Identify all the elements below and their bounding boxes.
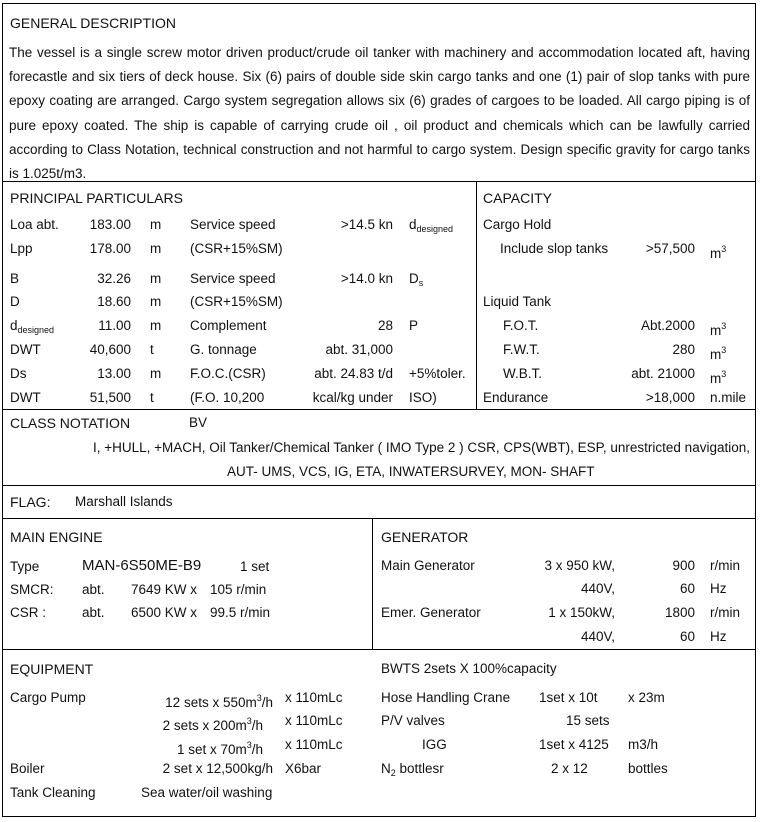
tank-cleaning-value: Sea water/oil washing — [141, 785, 273, 800]
endurance-unit: n.mile — [710, 390, 747, 405]
emer-gen-label: Emer. Generator — [381, 605, 481, 620]
main-gen-rpm: 900 — [672, 558, 695, 573]
tank-unit: $m^3$ — [710, 345, 727, 362]
pp-unit: m — [150, 241, 162, 256]
divider — [3, 485, 755, 486]
pp-item-value: abt. 31,000 — [325, 342, 393, 357]
tank-label: F.W.T. — [503, 342, 540, 357]
cargo-pump-1-head: x 110mLc — [285, 690, 343, 705]
pp-unit: m — [150, 294, 162, 309]
emer-gen-hz-unit: Hz — [710, 629, 727, 644]
main-gen-spec: 3 x 950 kW, — [544, 558, 615, 573]
divider — [3, 518, 755, 519]
pp-item-value: 28 — [377, 318, 393, 333]
capacity-heading: CAPACITY — [483, 190, 552, 206]
cargo-pump-label: Cargo Pump — [10, 690, 86, 705]
liquid-tank-label: Liquid Tank — [483, 294, 552, 309]
slop-label: Include slop tanks — [500, 241, 609, 256]
engine-type-value: MAN-6S50ME-B9 — [82, 557, 202, 574]
emer-gen-rpm: 1800 — [664, 605, 695, 620]
pp-value: 18.60 — [97, 294, 131, 309]
pp-value: 51,500 — [89, 390, 131, 405]
main-gen-hz: 60 — [679, 581, 695, 596]
emer-gen-rpm-unit: r/min — [710, 605, 740, 620]
pp-item-value: abt. 24.83 t/d — [314, 366, 393, 381]
boiler-label: Boiler — [10, 761, 45, 776]
igg-label: IGG — [422, 737, 447, 752]
pp-item: (F.O. 10,200 — [190, 390, 265, 405]
cargo-pump-1: 12 sets x $550m^3/h$ — [165, 693, 273, 710]
n2-value: 2 x 12 — [551, 761, 588, 776]
flag-heading: FLAG: — [10, 494, 51, 510]
smcr-rpm: 105 r/min — [210, 582, 267, 597]
igg-value: 1set x 4125 — [539, 737, 609, 752]
pp-item: (CSR+15%SM) — [190, 294, 283, 309]
pp-item-note: P — [409, 318, 419, 333]
pp-value: 11.00 — [98, 318, 131, 333]
class-heading: CLASS NOTATION — [10, 415, 131, 431]
divider — [476, 181, 477, 409]
pp-item: F.O.C.(CSR) — [190, 366, 266, 381]
pp-label: B — [10, 271, 20, 286]
class-society: BV — [189, 415, 208, 430]
csr-rpm: 99.5 r/min — [210, 605, 271, 620]
smcr-label: SMCR: — [10, 582, 54, 597]
tank-value: Abt.2000 — [640, 318, 695, 333]
smcr-abt: abt. — [82, 582, 105, 597]
cargo-hold-label: Cargo Hold — [483, 217, 552, 232]
pp-unit: m — [150, 318, 162, 333]
engine-heading: MAIN ENGINE — [10, 529, 103, 545]
pp-item-note: +5%toler. — [409, 366, 466, 381]
igg-unit: m3/h — [628, 737, 659, 752]
emer-gen-volt: 440V, — [580, 629, 615, 644]
pp-item-note: $d_{designed}$ — [409, 217, 454, 234]
pp-value: 32.26 — [97, 271, 131, 286]
csr-abt: abt. — [82, 605, 105, 620]
pp-label: Loa abt. — [10, 217, 59, 232]
tank-unit: $m^3$ — [710, 369, 727, 386]
pp-label: DWT — [10, 390, 41, 405]
crane-reach: x 23m — [628, 690, 665, 705]
endurance-value: >18,000 — [645, 390, 695, 405]
crane-value: 1set x 10t — [539, 690, 598, 705]
tank-label: W.B.T. — [503, 366, 543, 381]
slop-unit: $m^3$ — [710, 244, 727, 261]
tank-label: F.O.T. — [503, 318, 539, 333]
pv-value: 15 sets — [566, 713, 610, 728]
cargo-pump-2-head: x 110mLc — [285, 713, 343, 728]
divider — [3, 649, 755, 650]
boiler-value: 2 set x 12,500kg/h — [162, 761, 273, 776]
pp-value: 13.00 — [97, 366, 131, 381]
pp-label: $d_{designed}$ — [10, 318, 55, 335]
pp-item-note: $D_s$ — [409, 271, 424, 288]
pv-label: P/V valves — [381, 713, 445, 728]
main-gen-volt: 440V, — [580, 581, 615, 596]
pp-item: Complement — [190, 318, 267, 333]
pp-item-value: >14.0 kn — [340, 271, 393, 286]
pp-value: 178.00 — [89, 241, 131, 256]
engine-type-qty: 1 set — [240, 559, 270, 574]
pp-label: D — [10, 294, 20, 309]
pp-unit: t — [150, 342, 154, 357]
emer-gen-hz: 60 — [679, 629, 695, 644]
n2-unit: bottles — [628, 761, 668, 776]
main-gen-rpm-unit: r/min — [710, 558, 740, 573]
pp-item-note: ISO) — [409, 390, 437, 405]
flag-value: Marshall Islands — [75, 494, 173, 509]
pp-item: G. tonnage — [190, 342, 257, 357]
csr-power: 6500 KW x — [130, 605, 197, 620]
pp-item-value: >14.5 kn — [340, 217, 393, 232]
endurance-label: Endurance — [483, 390, 549, 405]
cargo-pump-3: 1 set x $70m^3/h$ — [176, 740, 263, 757]
tank-cleaning-label: Tank Cleaning — [10, 785, 96, 800]
class-line-1: I, +HULL, +MACH, Oil Tanker/Chemical Tanker ( IMO Type 2 ) CSR, CPS(WBT), ESP, unrestricted navigation, — [93, 440, 750, 455]
pp-label: Ds — [10, 366, 27, 381]
pp-label: DWT — [10, 342, 41, 357]
main-gen-label: Main Generator — [381, 558, 475, 573]
pp-unit: t — [150, 390, 154, 405]
n2-label: $N_2$ bottlesr — [381, 761, 444, 778]
emer-gen-spec: 1 x 150kW, — [548, 605, 615, 620]
pp-value: 183.00 — [89, 217, 131, 232]
cargo-pump-2: 2 sets x $200m^3/h$ — [162, 716, 263, 733]
slop-value: >57,500 — [645, 241, 695, 256]
tank-value: abt. 21000 — [631, 366, 695, 381]
principal-heading: PRINCIPAL PARTICULARS — [10, 190, 183, 206]
equipment-heading: EQUIPMENT — [10, 661, 94, 677]
csr-label: CSR : — [10, 605, 47, 620]
smcr-power: 7649 KW x — [130, 582, 197, 597]
boiler-pressure: X6bar — [285, 761, 322, 776]
cargo-pump-3-head: x 110mLc — [285, 737, 343, 752]
general-description: The vessel is a single screw motor driven product/crude oil tanker with machinery and accommodation located aft, having forecastle and six tiers of deck house. Six (6) pairs of double side skin cargo tanks and one (1) pair of slop tanks with pure epoxy coating are arranged. Cargo system segregation allows six (6) grades of cargoes to be loaded. All cargo piping is of pure epoxy coated. The ship is capable of carrying crude oil , oil product and chemicals which can be lawfully carried according to Class Notation, technical construction and not harmful to cargo system. Design specific gravity for cargo tanks is 1.025t/m3. — [9, 45, 750, 182]
bwts: BWTS 2sets X 100%capacity — [381, 661, 557, 676]
spec-sheet — [2, 3, 756, 817]
pp-label: Lpp — [10, 241, 33, 256]
tank-value: 280 — [672, 342, 695, 357]
general-heading: GENERAL DESCRIPTION — [10, 15, 176, 31]
class-line-2: AUT- UMS, VCS, IG, ETA, INWATERSURVEY, MON- SHAFT — [227, 464, 595, 479]
engine-type-label: Type — [10, 559, 40, 574]
pp-item: (CSR+15%SM) — [190, 241, 283, 256]
generator-heading: GENERATOR — [381, 529, 469, 545]
main-gen-hz-unit: Hz — [710, 581, 727, 596]
pp-value: 40,600 — [89, 342, 131, 357]
pp-unit: m — [150, 271, 162, 286]
pp-item: Service speed — [190, 217, 276, 232]
tank-unit: $m^3$ — [710, 321, 727, 338]
divider — [3, 409, 755, 410]
pp-item-value: kcal/kg under — [312, 390, 393, 405]
divider — [372, 518, 373, 649]
crane-label: Hose Handling Crane — [381, 690, 511, 705]
pp-unit: m — [150, 217, 162, 232]
pp-unit: m — [150, 366, 162, 381]
pp-item: Service speed — [190, 271, 276, 286]
